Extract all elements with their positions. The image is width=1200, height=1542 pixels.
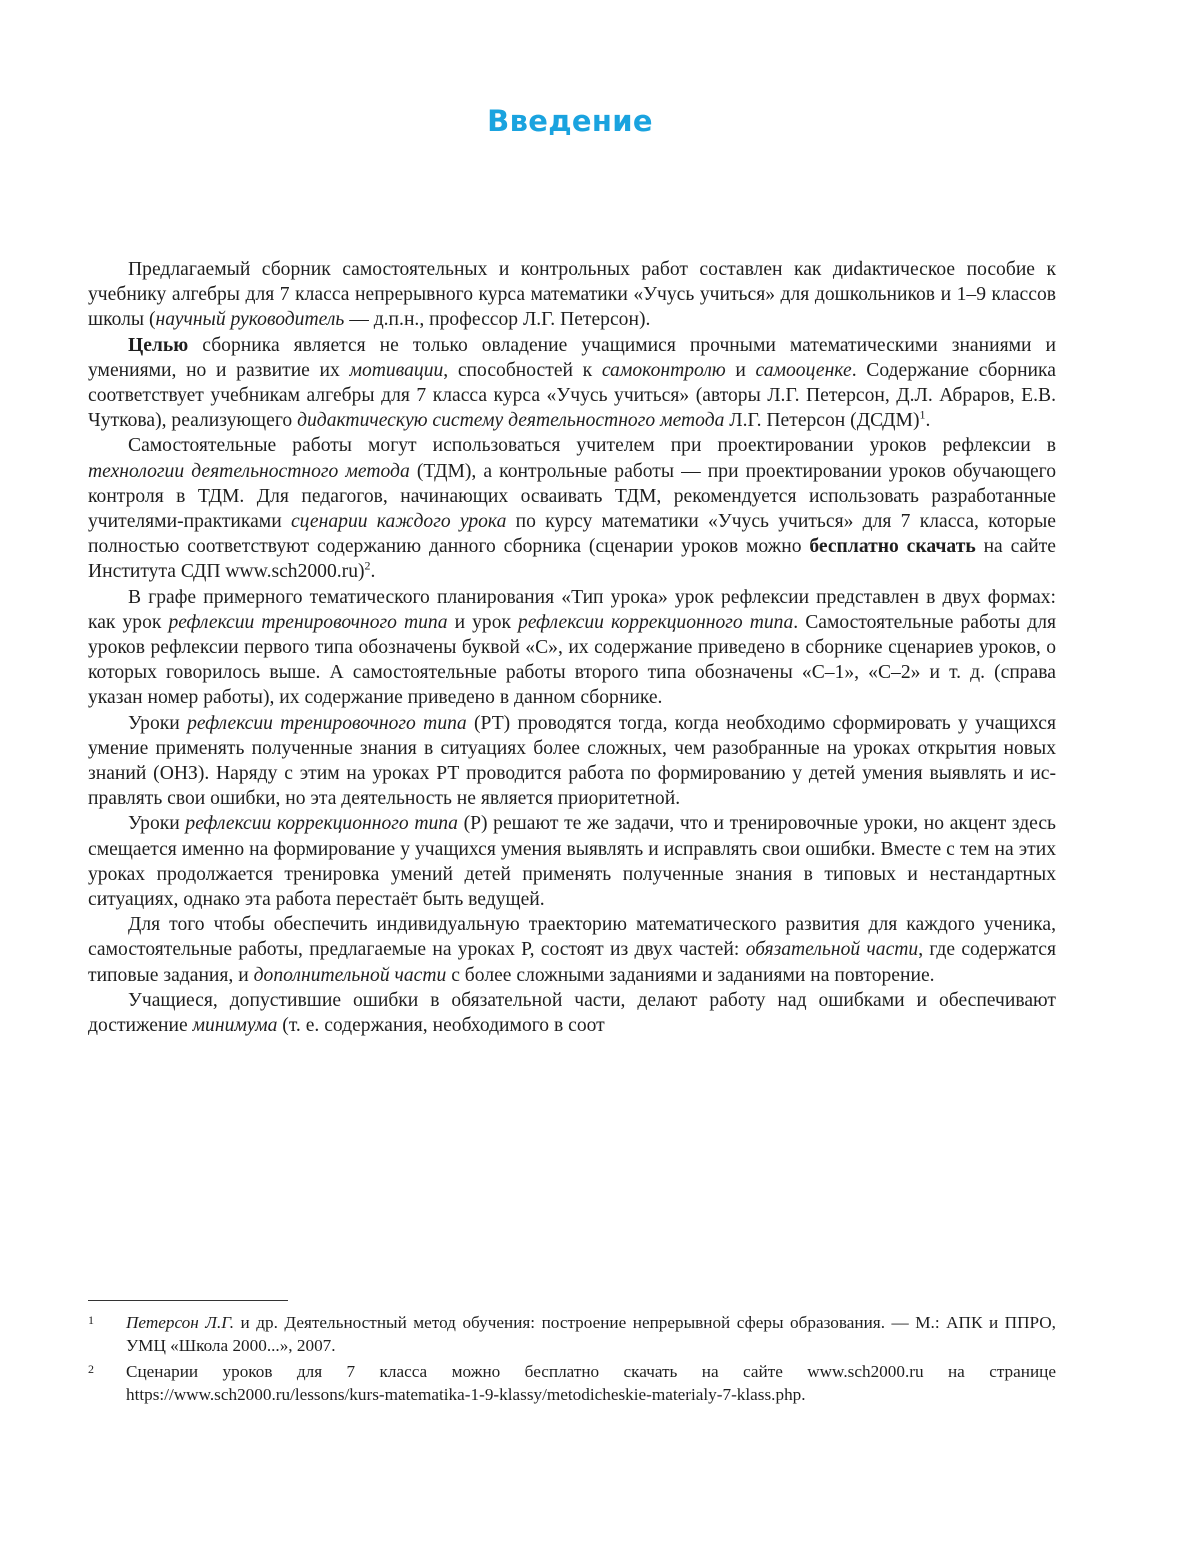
italic-run: самоконтролю [601, 359, 726, 381]
text-run: Самостоятельные работы могут использоваться учителем при проектировании уроков рефлексии в [128, 435, 1056, 457]
paragraph-6 [88, 811, 1056, 912]
paragraph-3 [88, 433, 1056, 584]
text-run: . [370, 561, 376, 583]
paragraph-7 [88, 912, 1056, 988]
body-text [88, 257, 1056, 1038]
text-run: с более сложными заданиями и заданиями на повторение. [446, 964, 935, 986]
text-run: (ТДМ), а контрольные работы — при проектировании уроков обучающего контроля в ТДМ. Для педагогов, начинающих осваивать ТДМ, рекомендуется использовать разработанные учителями-практиками [88, 460, 1056, 533]
italic-run: минимума [192, 1015, 278, 1037]
paragraph-8 [88, 988, 1056, 1038]
page-title: Введение [487, 104, 653, 138]
text-run: и урок [447, 611, 519, 633]
text-run: сборника является не только овладение учащимися прочными математическими знаниями и умениями, но и развитие их [88, 334, 1056, 381]
text-run: . Содержание сборника соответствует учебникам алгебры для 7 класса курса «Учусь учиться» (авторы Л.Г. Петерсон, Д.Л. Абраров, Е.В. Чуткова), реализующего [88, 359, 1056, 432]
text-run: и [725, 359, 756, 381]
italic-run: самооценке [755, 359, 852, 381]
paragraph-1 [88, 257, 1056, 333]
paragraph-2 [88, 333, 1056, 434]
footnote-2 [88, 1361, 1056, 1406]
italic-run: рефлексии коррекционного типа [185, 813, 458, 835]
text-run: , способностей к [443, 359, 602, 381]
italic-run: Петерсон Л.Г. [126, 1313, 235, 1332]
text-run: (Р) решают те же задачи, что и тренировочные уроки, но акцент здесь смещается именно на формирование у учащихся умения выявлять и исправлять свои ошибки. Вместе с тем на этих уроках продолжается тренировка умений детей применять полученные знания в типовых и нестандартных ситуациях, однако эта работа перестаёт быть ведущей. [88, 813, 1056, 911]
text-run: Сценарии уроков для 7 класса можно бесплатно скачать на сайте www.sch2000.ru на странице https://www.sch2000.ru/lessons/kurs-matematika-1-9-klassy/metodicheskie-materialy-7-klass.php. [126, 1362, 1056, 1404]
text-run: . Самостоятельные работы для уроков рефлексии первого типа обозначены буквой «С», их содержание приведено в сборнике сценариев уроков, о которых говорилось выше. А самостоятельные работы второго типа обозначены «С–1», «С–2» и т. д. (справа указан номер работы), их содержание приведено в данном сборнике. [88, 611, 1056, 709]
footnote-ref-1[interactable]: 1 [919, 407, 926, 422]
footnote-divider [88, 1300, 288, 1301]
paragraph-5 [88, 711, 1056, 812]
bold-run: Целью [128, 334, 189, 356]
text-run: на сайте Института СДП www.sch2000.ru) [88, 536, 1056, 583]
text-run: Уроки [128, 712, 188, 734]
italic-run: дополнительной части [253, 964, 447, 986]
bold-run: бесплатно скачать [809, 536, 976, 558]
footnote-1 [88, 1312, 1056, 1357]
text-run: — д.п.н., профессор Л.Г. Петерсон). [344, 309, 651, 331]
text-run: Уроки [128, 813, 186, 835]
italic-run: научный руководитель [155, 309, 345, 331]
text-run: (т. е. содержания, необходимого в соот [277, 1015, 605, 1037]
text-run: Для того чтобы обеспечить индивидуальную траекторию математического развития для каждого ученика, самостоятельные работы, предлагаемые на уроках Р, состоят из двух частей: [88, 914, 1056, 961]
paragraph-4 [88, 585, 1056, 711]
text-run: Предлагаемый сборник самостоятельных и контрольных работ составлен как диdактическое пособие к учебнику алгебры для 7 класса непрерывного курса математики «Учусь учиться» для дошкольников и 1–9 классов школы ( [88, 259, 1056, 331]
italic-run: рефлексии тренировочного типа [187, 712, 467, 734]
text-run: , где содержатся типовые задания, и [88, 939, 1056, 986]
italic-run: сценарии каждого урока [290, 511, 507, 533]
italic-run: дидактическую систему деятельностного метода [297, 410, 725, 432]
text-run: Учащиеся, допустившие ошибки в обязательной части, делают работу над ошибками и обеспечивают достижение [88, 989, 1056, 1037]
text-run: (РТ) проводятся тогда, когда необходимо сформировать у учащихся умение применять полученные знания в ситуациях более сложных, чем разобранные на уроках открытия новых знаний (ОНЗ). Наряду с этим на уроках РТ проводится работа по формированию у детей умения выявлять и исправлять свои ошибки, но эта деятельность не является приоритетной. [88, 712, 1056, 810]
italic-run: технологии деятельностного метода [88, 460, 410, 482]
text-run: по курсу математики «Учусь учиться» для 7 класса, которые полностью соответствуют содержанию данного сборника (сценарии уроков можно [88, 511, 1056, 558]
footnotes [88, 1312, 1056, 1410]
footnote-number: 2 [88, 1362, 94, 1376]
text-run: и др. Деятельностный метод обучения: построение непрерывной сферы образования. — М.: АПК и ППРО, УМЦ «Школа 2000...», 2007. [126, 1313, 1056, 1355]
italic-run: рефлексии коррекционного типа [518, 611, 794, 633]
italic-run: рефлексии тренировочного типа [168, 611, 448, 633]
footnote-ref-2[interactable]: 2 [364, 558, 371, 573]
text-run: Л.Г. Петерсон (ДСДМ) [724, 410, 920, 432]
italic-run: мотивации [349, 359, 444, 381]
text-run: В графе примерного тематического планирования «Тип урока» урок рефлексии представлен в двух формах: как урок [88, 586, 1056, 633]
text-run: . [925, 410, 931, 432]
italic-run: обязательной части [745, 939, 919, 961]
footnote-number: 1 [88, 1313, 94, 1327]
